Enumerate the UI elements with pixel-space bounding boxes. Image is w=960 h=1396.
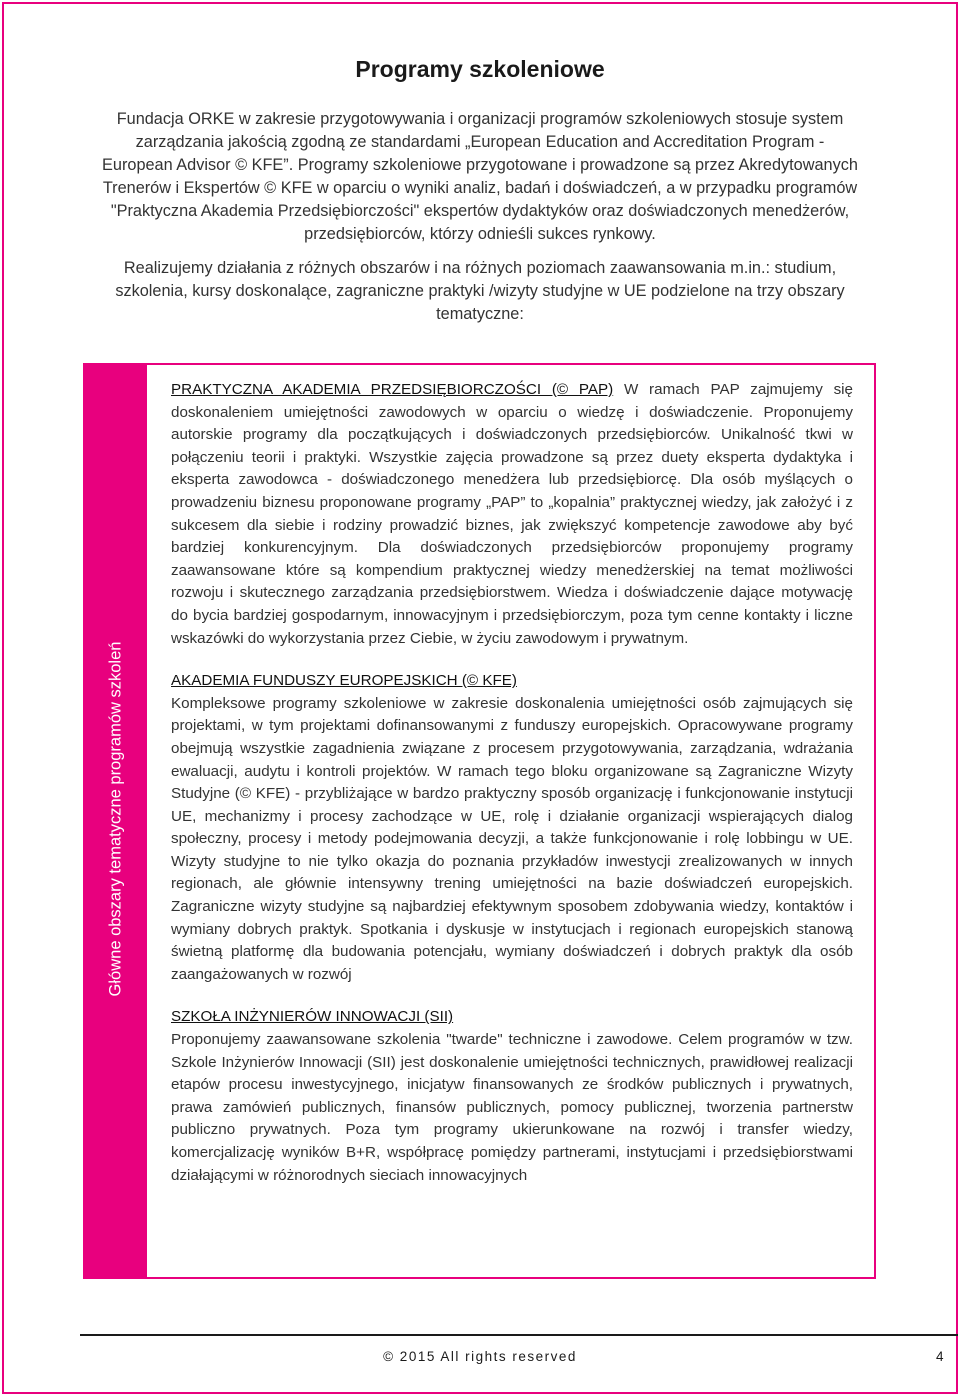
intro-paragraph-2: Realizujemy działania z różnych obszarów i na różnych poziomach zaawansowania m.in.: studium, szkolenia, kursy doskonalące, zagraniczne praktyki /wizyty studyjne w UE podzielone na trzy obszary tematyczne: xyxy=(115,259,845,323)
intro xyxy=(100,108,860,326)
page-title: Programy szkoleniowe xyxy=(355,56,605,82)
thematic-areas-box xyxy=(83,363,876,1279)
page-number: 4 xyxy=(936,1349,944,1364)
side-label: Główne obszary tematyczne programów szkoleń xyxy=(106,641,125,997)
side-band xyxy=(85,365,147,1277)
section-body: Kompleksowe programy szkoleniowe w zakresie doskonalenia umiejętności osób zajmujących się projektami, w tym projektami dofinansowanymi z funduszy europejskich. Opracowywane programy obejmują wszystkie zagadnienia związane z procesem przygotowywania, zarządzania, wdrażania ewaluacji, audytu i kontroli projektów. W ramach tego bloku organizowane są Zagraniczne Wizyty Studyjne (© KFE) - przybliżające w bardzo praktyczny sposób organizację i funkcjonowanie instytucji UE, mechanizmy i procesy zachodzące w UE, rolę i działanie organizacji wspierających dialog społeczny, procesy i metody podejmowania decyzji, a także funkcjonowanie i rolę lobbingu w UE. Wizyty studyjne to nie tylko okazja do poznania przykładów inwestycji zrealizowanych w innych regionach, ale głównie intensywny trening umiejętności na bazie doświadczeń europejskich. Zagraniczne wizyty studyjne są najbardziej efektywnym sposobem zdobywania wiedzy, kontaktów i wymiany dobrych praktyk. Spotkania i dyskusje w instytucjach i regionach europejskich stanową świetną platformę dla budowania potencjału, wymiany doświadczeń i dobrych praktyk dla osób zaangażowanych w rozwój xyxy=(171,694,853,983)
sections xyxy=(171,379,853,1187)
section-pap xyxy=(171,379,853,650)
copyright: © 2015 All rights reserved xyxy=(383,1349,577,1364)
section-body: W ramach PAP zajmujemy się doskonaleniem umiejętności zawodowych w oparciu o wiedzę i doświadczenie. Proponujemy autorskie programy dla początkujących i doświadczonych przedsiębiorców. Unikalność tkwi w połączeniu teorii i praktyki. Wszystkie zajęcia prowadzone są przez duety eksperta dydaktyka i eksperta zawodowca - doświadczonego menedżera lub przedsiębiorcę. Dla osób myślących o prowadzeniu biznesu proponowane programy „PAP” to „kopalnia” praktycznej wiedzy, jak założyć i z sukcesem dla siebie i rodziny prowadzić biznes, jak zwiększyć kompetencje zawodowe aby być bardziej konkurencyjnym. Dla doświadczonych przedsiębiorców proponujemy programy zaawansowane które są kompendium praktycznej wiedzy menedżerskiej na temat możliwości rozwoju i skutecznego zarządzania przedsiębiorstwem. Wiedza i doświadczenie dające motywację do bycia bardziej gospodarnym, innowacyjnym i przedsiębiorczym, poza tym cenne kontakty i liczne wskazówki do wykorzystania przez Ciebie, w życiu zawodowym i prywatnym. xyxy=(171,381,853,647)
intro-paragraph-1: Fundacja ORKE w zakresie przygotowywania i organizacji programów szkoleniowych stosuje system zarządzania jakością zgodną ze standardami „European Education and Accreditation Program - European Advisor © KFE”. Programy szkoleniowe przygotowane i prowadzone są przez Akredytowanych Trenerów i Ekspertów © KFE w oparciu o wyniki analiz, badań i doświadczeń, a w przypadku programów "Praktyczna Akademia Przedsiębiorczości" ekspertów dydaktyków oraz doświadczonych menedżerów, przedsiębiorców, którzy odnieśli sukces rynkowy. xyxy=(102,110,858,243)
footer-divider xyxy=(80,1334,958,1336)
section-heading: AKADEMIA FUNDUSZY EUROPEJSKICH (© KFE) xyxy=(171,672,517,690)
section-heading: SZKOŁA INŻYNIERÓW INNOWACJI (SII) xyxy=(171,1008,454,1026)
section-sii xyxy=(171,1006,853,1187)
section-body: Proponujemy zaawansowane szkolenia "twarde" techniczne i zawodowe. Celem programów w tzw. Szkole Inżynierów Innowacji (SII) jest doskonalenie umiejętności technicznych, prawidłowej realizacji etapów procesu inwestycyjnego, inicjatyw finansowanych ze środków publicznych i prywatnych, prawa zamówień publicznych, finansów publicznych, pomocy publicznej, tworzenia partnerstw publiczno prywatnych. Poza tym programy ukierunkowane na rozwój i transfer wiedzy, komercjalizację wyników B+R, współpracę pomiędzy partnerami, instytucjami i przedsiębiorstwami działającymi w różnorodnych sieciach innowacyjnych xyxy=(171,1031,853,1184)
section-heading: PRAKTYCZNA AKADEMIA PRZEDSIĘBIORCZOŚCI (© PAP) xyxy=(171,381,614,398)
section-kfe xyxy=(171,670,853,986)
